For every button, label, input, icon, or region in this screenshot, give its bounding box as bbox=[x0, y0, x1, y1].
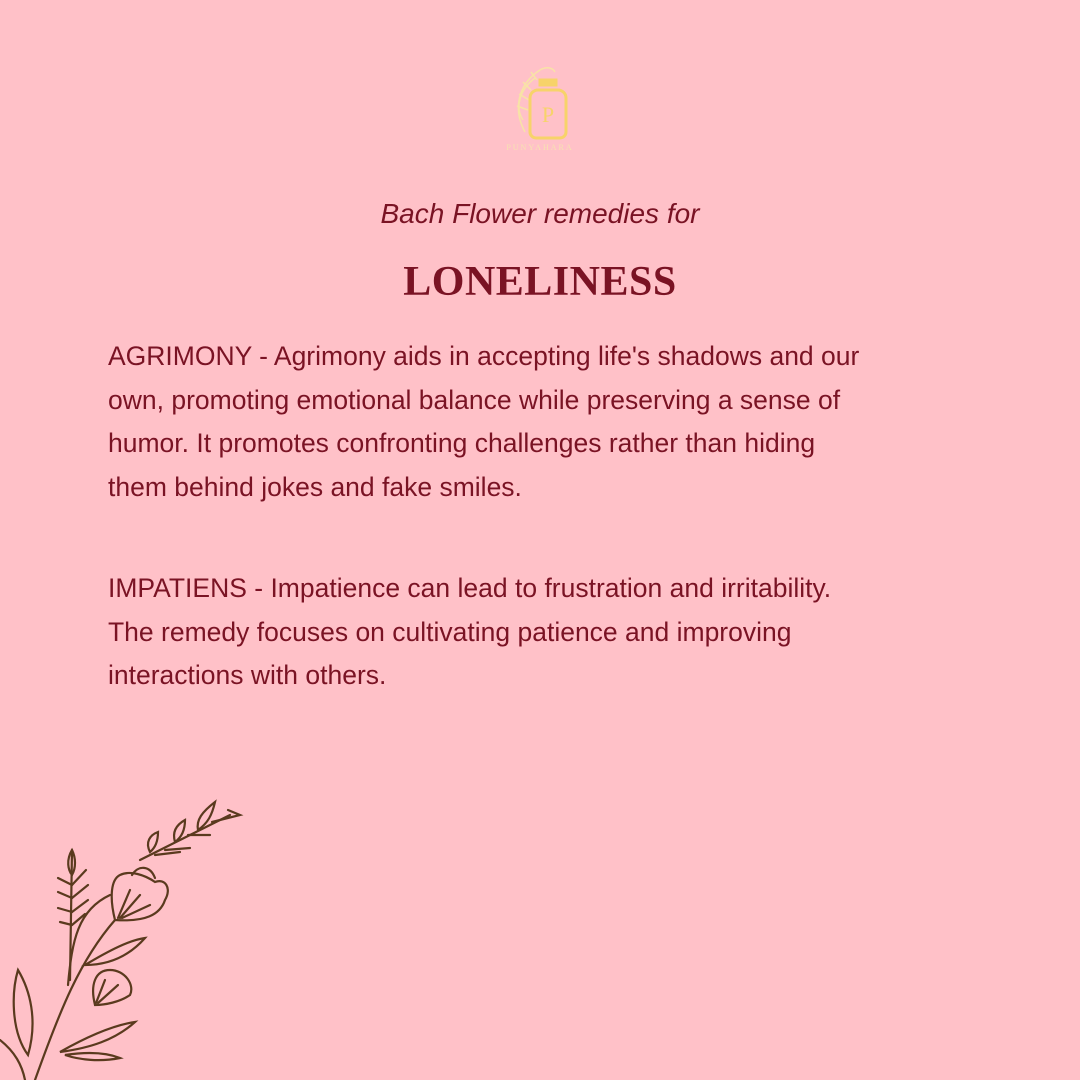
text-line: own, promoting emotional balance while preserving a sense of bbox=[108, 384, 841, 415]
text-line: humor. It promotes confronting challenges rather than hiding bbox=[108, 428, 816, 458]
subtitle: Bach Flower remedies for bbox=[380, 198, 700, 229]
floral-illustration-icon bbox=[0, 790, 260, 1080]
svg-text:P: P bbox=[541, 102, 555, 127]
text-line: them behind jokes and fake smiles. bbox=[108, 471, 522, 502]
text-line: AGRIMONY - Agrimony aids in accepting life's shadows and our bbox=[108, 341, 860, 371]
bottle-icon bbox=[530, 80, 566, 138]
remedy-impatiens bbox=[108, 567, 831, 698]
page-title: LONELINESS bbox=[403, 259, 677, 305]
text-line: IMPATIENS - Impatience can lead to frustration and irritability. bbox=[108, 573, 832, 603]
brand-name: PUNYAHARA bbox=[506, 143, 574, 152]
remedy-agrimony bbox=[108, 335, 859, 509]
text-line: interactions with others. bbox=[108, 660, 387, 690]
text-line: The remedy focuses on cultivating patience and improving bbox=[108, 616, 792, 647]
